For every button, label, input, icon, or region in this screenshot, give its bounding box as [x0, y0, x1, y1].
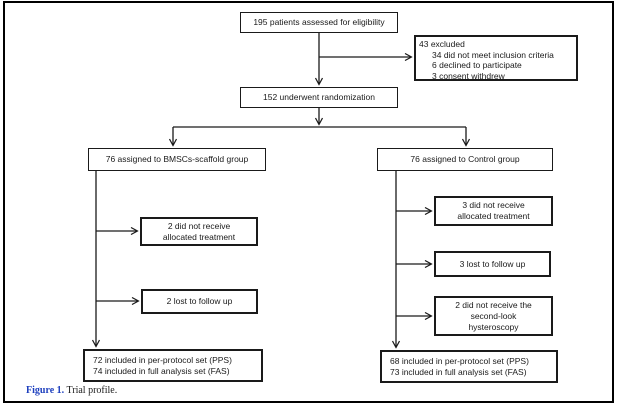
- figure-caption-text: Trial profile.: [66, 385, 118, 396]
- control-group-box: [377, 148, 553, 171]
- excluded-title: 43 excluded: [419, 39, 465, 49]
- excluded-item: 3 consent withdrew: [432, 70, 505, 81]
- right-outcome-pps: 68 included in per-protocol set (PPS): [390, 355, 529, 366]
- excluded-item: 6 declined to participate: [432, 60, 522, 70]
- eligibility-box: [240, 12, 398, 33]
- right-no-hysteroscopy-line3: hysteroscopy: [468, 321, 519, 332]
- right-no-hysteroscopy-line2: second-look: [470, 310, 517, 321]
- left-not-received-line2: allocated treatment: [162, 231, 236, 242]
- randomization-text: 152 underwent randomization: [263, 92, 375, 102]
- right-no-hysteroscopy-line1: 2 did not receive the: [455, 299, 532, 310]
- right-lost-followup-text: 3 lost to follow up: [459, 258, 526, 269]
- left-lost-followup-text: 2 lost to follow up: [166, 296, 233, 306]
- right-no-hysteroscopy-box: [434, 296, 553, 336]
- left-lost-followup-box: [141, 289, 258, 314]
- bmscs-group-box: [88, 148, 266, 171]
- right-outcome-box: [380, 350, 558, 383]
- excluded-item: 34 did not meet inclusion criteria: [432, 49, 554, 60]
- right-outcome-fas: 73 included in full analysis set (FAS): [390, 366, 527, 377]
- control-group-text: 76 assigned to Control group: [410, 154, 520, 164]
- right-not-received-box: [434, 196, 553, 226]
- randomization-box: [240, 87, 398, 108]
- right-not-received-line2: allocated treatment: [457, 211, 530, 221]
- bmscs-group-text: 76 assigned to BMSCs-scaffold group: [105, 154, 249, 164]
- left-not-received-line1: 2 did not receive: [167, 220, 231, 231]
- right-not-received-line1: 3 did not receive: [462, 200, 525, 210]
- left-outcome-pps: 72 included in per-protocol set (PPS): [93, 354, 232, 365]
- excluded-box: [414, 35, 578, 81]
- figure-caption: [26, 385, 117, 396]
- left-outcome-box: [83, 349, 263, 382]
- left-not-received-box: [140, 217, 258, 246]
- eligibility-text: 195 patients assessed for eligibility: [253, 17, 385, 27]
- right-lost-followup-box: [434, 251, 551, 277]
- left-outcome-fas: 74 included in full analysis set (FAS): [93, 365, 230, 376]
- figure-caption-label: Figure 1.: [26, 385, 65, 396]
